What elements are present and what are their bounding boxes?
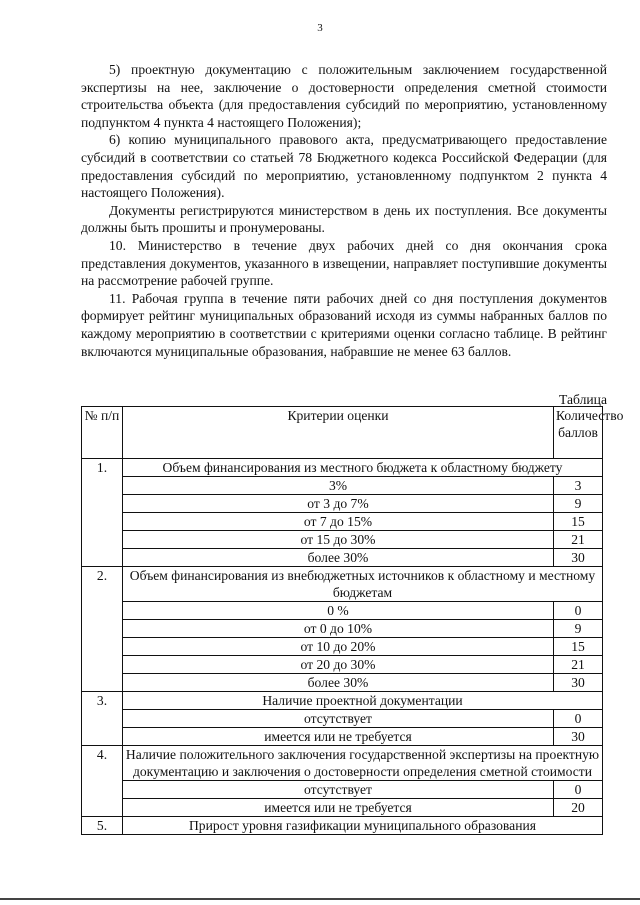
table-row: [82, 638, 603, 656]
section-title: Наличие положительного заключения государственной экспертизы на проектную документацию и заключения о достоверности определения сметной стоимости: [123, 746, 603, 781]
section-num: 5.: [82, 817, 123, 835]
table-row: [82, 495, 603, 513]
paragraph-clause-10: 10. Министерство в течение двух рабочих дней со дня окончания срока представления документов, указанного в извещении, направляет поступившие документы на рассмотрение рабочей группе.: [81, 237, 607, 289]
row-label: отсутствует: [123, 781, 554, 799]
criteria-table: [81, 406, 624, 835]
row-label: имеется или не требуется: [123, 799, 554, 817]
section-title: Наличие проектной документации: [123, 692, 603, 710]
section-title: Прирост уровня газификации муниципального образования: [123, 817, 603, 835]
section-title-row: [82, 459, 603, 477]
row-label: 0 %: [123, 602, 554, 620]
row-points: 21: [554, 531, 603, 549]
table-row: [82, 674, 603, 692]
row-label: от 7 до 15%: [123, 513, 554, 531]
row-points: 15: [554, 513, 603, 531]
header-points: Количество баллов: [554, 407, 603, 459]
row-points: 0: [554, 781, 603, 799]
row-label: более 30%: [123, 674, 554, 692]
paragraph-registration: Документы регистрируются министерством в день их поступления. Все документы должны быть прошиты и пронумерованы.: [81, 202, 607, 236]
row-points: 30: [554, 549, 603, 567]
row-label: от 10 до 20%: [123, 638, 554, 656]
row-label: от 3 до 7%: [123, 495, 554, 513]
row-label: 3%: [123, 477, 554, 495]
table-row: [82, 710, 603, 728]
row-points: 20: [554, 799, 603, 817]
row-label: от 0 до 10%: [123, 620, 554, 638]
scan-edge-divider: [0, 898, 640, 900]
header-num: № п/п: [82, 407, 123, 459]
table-row: [82, 513, 603, 531]
section-title: Объем финансирования из внебюджетных источников к областному и местному бюджетам: [123, 567, 603, 602]
paragraph-item-5: 5) проектную документацию с положительным заключением государственной экспертизы на нее, заключение о достоверности определения сметной стоимости строительства объекта (для предоставления субсидий по мероприятию, установленному подпунктом 4 пункта 4 настоящего Положения);: [81, 62, 607, 130]
row-points: 9: [554, 495, 603, 513]
page-number: 3: [317, 22, 323, 34]
row-points: 9: [554, 620, 603, 638]
paragraph-item-6: 6) копию муниципального правового акта, предусматривающего предоставление субсидий в соответствии со статьей 78 Бюджетного кодекса Российской Федерации (для предоставления субсидий по мероприятию, установленному подпунктом 2 пункта 4 настоящего Положения).: [81, 132, 607, 201]
table-row: [82, 602, 603, 620]
table-caption: Таблица: [559, 392, 607, 407]
table-row: [82, 728, 603, 746]
section-num: 4.: [82, 746, 123, 817]
section-title-row: [82, 692, 603, 710]
row-label: имеется или не требуется: [123, 728, 554, 746]
table-row: [82, 656, 603, 674]
header-criteria: Критерии оценки: [123, 407, 554, 459]
row-label: от 15 до 30%: [123, 531, 554, 549]
row-label: от 20 до 30%: [123, 656, 554, 674]
section-num: 1.: [82, 459, 123, 567]
section-title-row: [82, 746, 603, 781]
row-points: 0: [554, 602, 603, 620]
table-row: [82, 781, 603, 799]
table-row: [82, 477, 603, 495]
row-points: 15: [554, 638, 603, 656]
section-title-row: [82, 817, 603, 835]
row-points: 3: [554, 477, 603, 495]
table-row: [82, 531, 603, 549]
section-title-row: [82, 567, 603, 602]
table-row: [82, 799, 603, 817]
body-text: [81, 61, 607, 360]
table-row: [82, 549, 603, 567]
row-points: 21: [554, 656, 603, 674]
section-num: 2.: [82, 567, 123, 692]
row-label: более 30%: [123, 549, 554, 567]
section-num: 3.: [82, 692, 123, 746]
row-points: 30: [554, 674, 603, 692]
row-points: 0: [554, 710, 603, 728]
table-header-row: [82, 407, 603, 459]
row-label: отсутствует: [123, 710, 554, 728]
paragraph-clause-11: 11. Рабочая группа в течение пяти рабочих дней со дня поступления документов формирует рейтинг муниципальных образований исходя из суммы набранных баллов по каждому мероприятию в соответствии с критериями оценки согласно таблице. В рейтинг включаются муниципальные образования, набравшие не менее 63 баллов.: [81, 290, 607, 359]
table-row: [82, 620, 603, 638]
section-title: Объем финансирования из местного бюджета к областному бюджету: [123, 459, 603, 477]
row-points: 30: [554, 728, 603, 746]
